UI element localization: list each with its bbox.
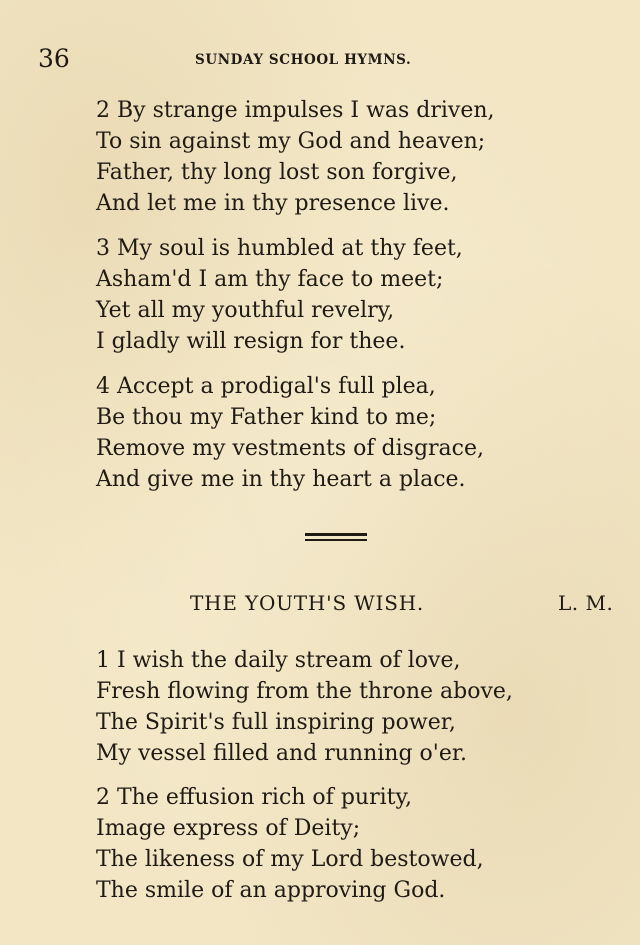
wish-stanza-2 <box>96 782 616 906</box>
hymn-meter: L. M. <box>558 591 614 615</box>
verse-line: 2 The effusion rich of purity, <box>96 785 412 810</box>
verse-line: The Spirit's full inspiring power, <box>96 710 456 735</box>
section-divider <box>305 533 367 542</box>
verse-line: The smile of an approving God. <box>96 878 446 903</box>
page-header <box>0 44 640 74</box>
verse-line: 3 My soul is humbled at thy feet, <box>96 236 463 261</box>
verse-line: Image express of Deity; <box>96 816 361 841</box>
stanza-4 <box>96 371 616 495</box>
verse-line: Be thou my Father kind to me; <box>96 405 437 430</box>
verse-line: Father, thy long lost son forgive, <box>96 160 458 185</box>
verse-line: Remove my vestments of disgrace, <box>96 436 485 461</box>
verse-line: And let me in thy presence live. <box>96 191 450 216</box>
verse-line: Fresh flowing from the throne above, <box>96 679 513 704</box>
divider-rule-thin <box>305 539 367 541</box>
stanza-2 <box>96 95 616 219</box>
verse-line: 4 Accept a prodigal's full plea, <box>96 374 436 399</box>
divider-rule-thick <box>305 533 367 536</box>
verse-line: And give me in thy heart a place. <box>96 467 466 492</box>
hymn-title: THE YOUTH'S WISH. <box>190 591 425 615</box>
verse-line: To sin against my God and heaven; <box>96 129 486 154</box>
verse-line: Asham'd I am thy face to meet; <box>96 267 444 292</box>
verse-line: Yet all my youthful revelry, <box>96 298 395 323</box>
wish-stanza-1 <box>96 645 616 769</box>
page-number: 36 <box>38 44 70 73</box>
stanza-3 <box>96 233 616 357</box>
verse-line: 2 By strange impulses I was driven, <box>96 98 495 123</box>
verse-line: The likeness of my Lord bestowed, <box>96 847 484 872</box>
hymn-title-row <box>0 588 640 618</box>
verse-line: I gladly will resign for thee. <box>96 329 406 354</box>
running-head: SUNDAY SCHOOL HYMNS. <box>195 52 412 68</box>
verse-line: 1 I wish the daily stream of love, <box>96 648 461 673</box>
verse-line: My vessel filled and running o'er. <box>96 741 467 766</box>
